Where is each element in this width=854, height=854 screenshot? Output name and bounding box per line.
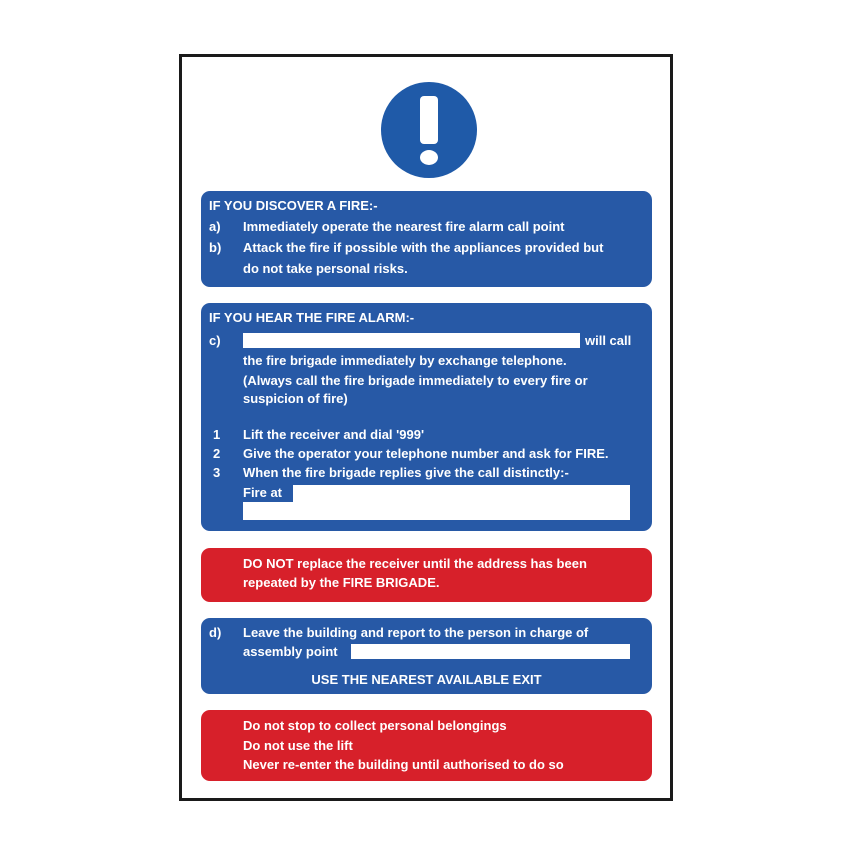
do-not-replace-warning	[201, 548, 652, 602]
discover-fire-heading: IF YOU DISCOVER A FIRE:-	[209, 198, 378, 213]
nearest-exit-text: USE THE NEAREST AVAILABLE EXIT	[311, 672, 542, 687]
item-b-text: Attack the fire if possible with the appliances provided but	[243, 240, 604, 255]
step-1-text: Lift the receiver and dial '999'	[243, 427, 425, 442]
final-line-1: Do not stop to collect personal belongings	[243, 718, 507, 733]
item-c-line-2: (Always call the fire brigade immediately to every fire or	[243, 373, 588, 388]
warning-line-1: DO NOT replace the receiver until the address has been	[243, 556, 587, 571]
step-2-text: Give the operator your telephone number and ask for FIRE.	[243, 446, 609, 461]
item-a-text: Immediately operate the nearest fire alarm call point	[243, 219, 565, 234]
fire-action-notice	[179, 54, 673, 801]
fire-address-blank-1	[293, 485, 630, 502]
assembly-point-blank	[351, 644, 630, 659]
fire-at-label: Fire at	[243, 485, 283, 500]
item-b-text-cont: do not take personal risks.	[243, 261, 408, 276]
item-b-label: b)	[209, 240, 222, 255]
exclamation-mandatory-icon	[381, 82, 477, 178]
item-d-label: d)	[209, 625, 222, 640]
discover-fire-panel	[201, 191, 652, 287]
item-c-label: c)	[209, 333, 221, 348]
final-instructions-panel	[201, 710, 652, 781]
fire-address-blank-2	[243, 502, 630, 520]
final-line-2: Do not use the lift	[243, 738, 353, 753]
step-3-text: When the fire brigade replies give the call distinctly:-	[243, 465, 569, 480]
final-line-3: Never re-enter the building until authorised to do so	[243, 757, 564, 772]
warning-line-2: repeated by the FIRE BRIGADE.	[243, 575, 440, 590]
step-2-number: 2	[213, 446, 221, 461]
caller-name-blank	[243, 333, 580, 348]
step-3-number: 3	[213, 465, 221, 480]
item-d-line-2: assembly point	[243, 644, 338, 659]
step-1-number: 1	[213, 427, 221, 442]
hear-alarm-panel	[201, 303, 652, 531]
item-c-line-3: suspicion of fire)	[243, 391, 348, 406]
item-d-line-1: Leave the building and report to the person in charge of	[243, 625, 589, 640]
item-a-label: a)	[209, 219, 221, 234]
leave-building-panel	[201, 618, 652, 694]
item-c-suffix: will call	[585, 333, 632, 348]
hear-alarm-heading: IF YOU HEAR THE FIRE ALARM:-	[209, 310, 415, 325]
item-c-line-1: the fire brigade immediately by exchange telephone.	[243, 353, 567, 368]
